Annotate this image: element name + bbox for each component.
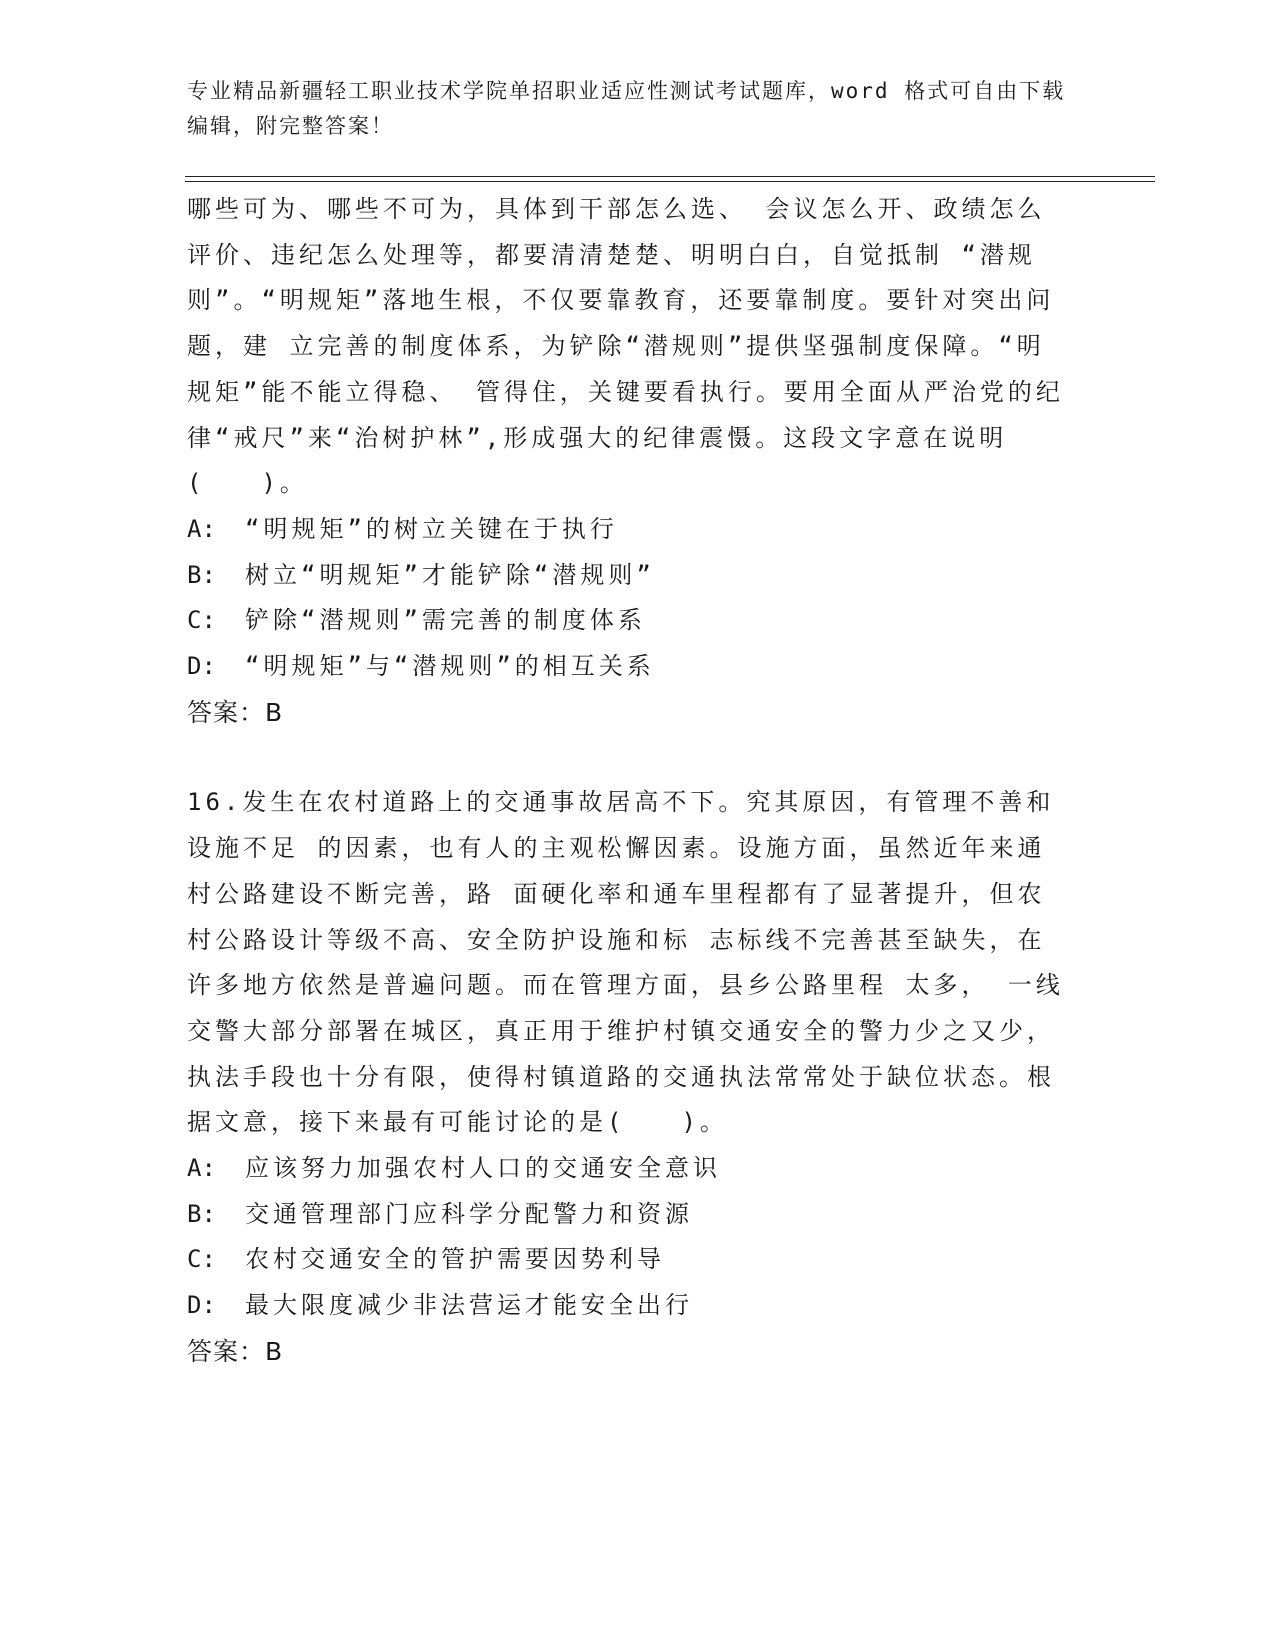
question-16 [187, 780, 1067, 1374]
option-c [187, 1237, 1067, 1283]
option-letter: C: [187, 1245, 216, 1274]
option-letter: D: [187, 652, 216, 681]
option-text: 铲除“潜规则”需完善的制度体系 [245, 606, 646, 635]
option-letter: D: [187, 1291, 216, 1320]
header-divider-top [185, 176, 1155, 177]
document-body [187, 187, 1067, 1375]
option-text: 交通管理部门应科学分配警力和资源 [245, 1199, 693, 1228]
option-b [187, 1192, 1067, 1238]
option-text: 树立“明规矩”才能铲除“潜规则” [245, 560, 655, 589]
answer-label: 答案：B [187, 1336, 284, 1366]
option-letter: A: [187, 514, 216, 543]
question-spacer [187, 735, 1067, 780]
option-letter: B: [187, 1199, 216, 1228]
option-letter: B: [187, 560, 216, 589]
header-divider-bottom [185, 181, 1155, 182]
option-text: 最大限度减少非法营运才能安全出行 [245, 1291, 693, 1320]
option-text: 应该努力加强农村人口的交通安全意识 [245, 1154, 721, 1183]
option-c [187, 598, 1067, 644]
option-a [187, 1146, 1067, 1192]
option-d [187, 644, 1067, 690]
option-d [187, 1283, 1067, 1329]
question-stem: 哪些可为、哪些不可为，具体到干部怎么选、 会议怎么开、政绩怎么评价、违纪怎么处理等，都要清清楚楚、明明白白，自觉抵制 “潜规则”。“明规矩”落地生根，不仅要靠教育，还要靠制度。要针对突出问题，建 立完善的制度体系，为铲除“潜规则”提供坚强制度保障。“明规矩”能不能立得稳、 管得住，关键要看执行。要用全面从严治党的纪律“戒尺”来“治树护林”,形成强大的纪律震慑。这段文字意在说明( )。 [187, 195, 1064, 498]
option-a [187, 507, 1067, 553]
option-text: 农村交通安全的管护需要因势利导 [245, 1245, 665, 1274]
option-letter: C: [187, 606, 216, 635]
option-text: “明规矩”与“潜规则”的相互关系 [245, 652, 655, 681]
question-stem: 16.发生在农村道路上的交通事故居高不下。究其原因，有管理不善和设施不足 的因素，也有人的主观松懈因素。设施方面，虽然近年来通村公路建设不断完善，路 面硬化率和通车里程都有了显著提升，但农村公路设计等级不高、安全防护设施和标 志标线不完善甚至缺失，在许多地方依然是普遍问题。而在管理方面，县乡公路里程 太多， 一线交警大部分部署在城区，真正用于维护村镇交通安全的警力少之又少，执法手段也十分有限，使得村镇道路的交通执法常常处于缺位状态。根据文意，接下来最有可能讨论的是( )。 [187, 788, 1064, 1137]
option-b [187, 553, 1067, 599]
option-letter: A: [187, 1154, 216, 1183]
option-text: “明规矩”的树立关键在于执行 [245, 514, 618, 543]
answer-label: 答案：B [187, 697, 284, 727]
page-header: 专业精品新疆轻工职业技术学院单招职业适应性测试考试题库，word 格式可自由下载编辑，附完整答案！ [187, 79, 1066, 138]
question-15 [187, 187, 1067, 735]
